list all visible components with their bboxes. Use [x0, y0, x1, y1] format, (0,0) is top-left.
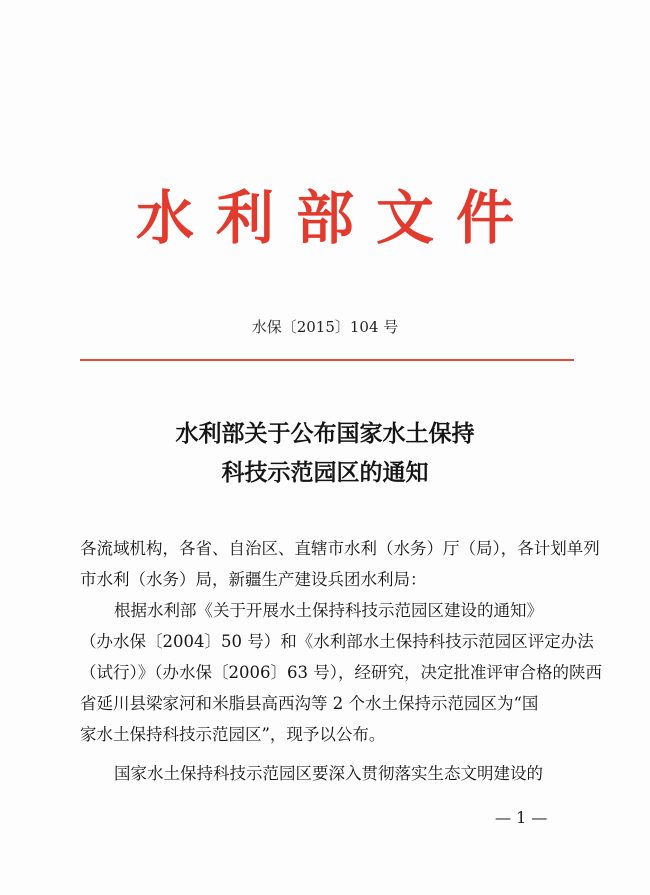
- body-paragraph-2-line-3: （试行）》（办水保〔2006〕63 号），经研究，决定批准评审合格的陕西: [80, 663, 602, 682]
- body-text: [80, 533, 602, 789]
- body-paragraph-2-line-5: 家水土保持科技示范园区”，现予以公布。: [80, 725, 386, 744]
- body-paragraph-1-line-1: 各流域机构，各省、自治区、直辖市水利（水务）厅（局），各计划单列: [80, 539, 600, 558]
- notice-title-line-1: 水利部关于公布国家水土保持: [175, 420, 475, 447]
- page-number: — 1 —: [495, 808, 548, 827]
- red-divider-line: [80, 359, 574, 361]
- document-number: 水保〔2015〕104 号: [251, 318, 399, 336]
- body-paragraph-2-line-2: （办水保〔2004〕50 号）和《水利部水土保持科技示范园区评定办法: [80, 632, 594, 651]
- body-paragraph-2-line-1: 根据水利部《关于开展水土保持科技示范园区建设的通知》: [114, 601, 543, 620]
- notice-title-line-2: 科技示范园区的通知: [221, 459, 429, 486]
- document-header-title: 水利部文件: [135, 184, 536, 252]
- body-paragraph-1-line-2: 市水利（水务）局，新疆生产建设兵团水利局：: [80, 570, 427, 589]
- body-paragraph-2-line-4: 省延川县梁家河和米脂县高西沟等 2 个水土保持示范园区为“国: [80, 694, 539, 713]
- body-paragraph-3-line-1: 国家水土保持科技示范园区要深入贯彻落实生态文明建设的: [114, 764, 543, 783]
